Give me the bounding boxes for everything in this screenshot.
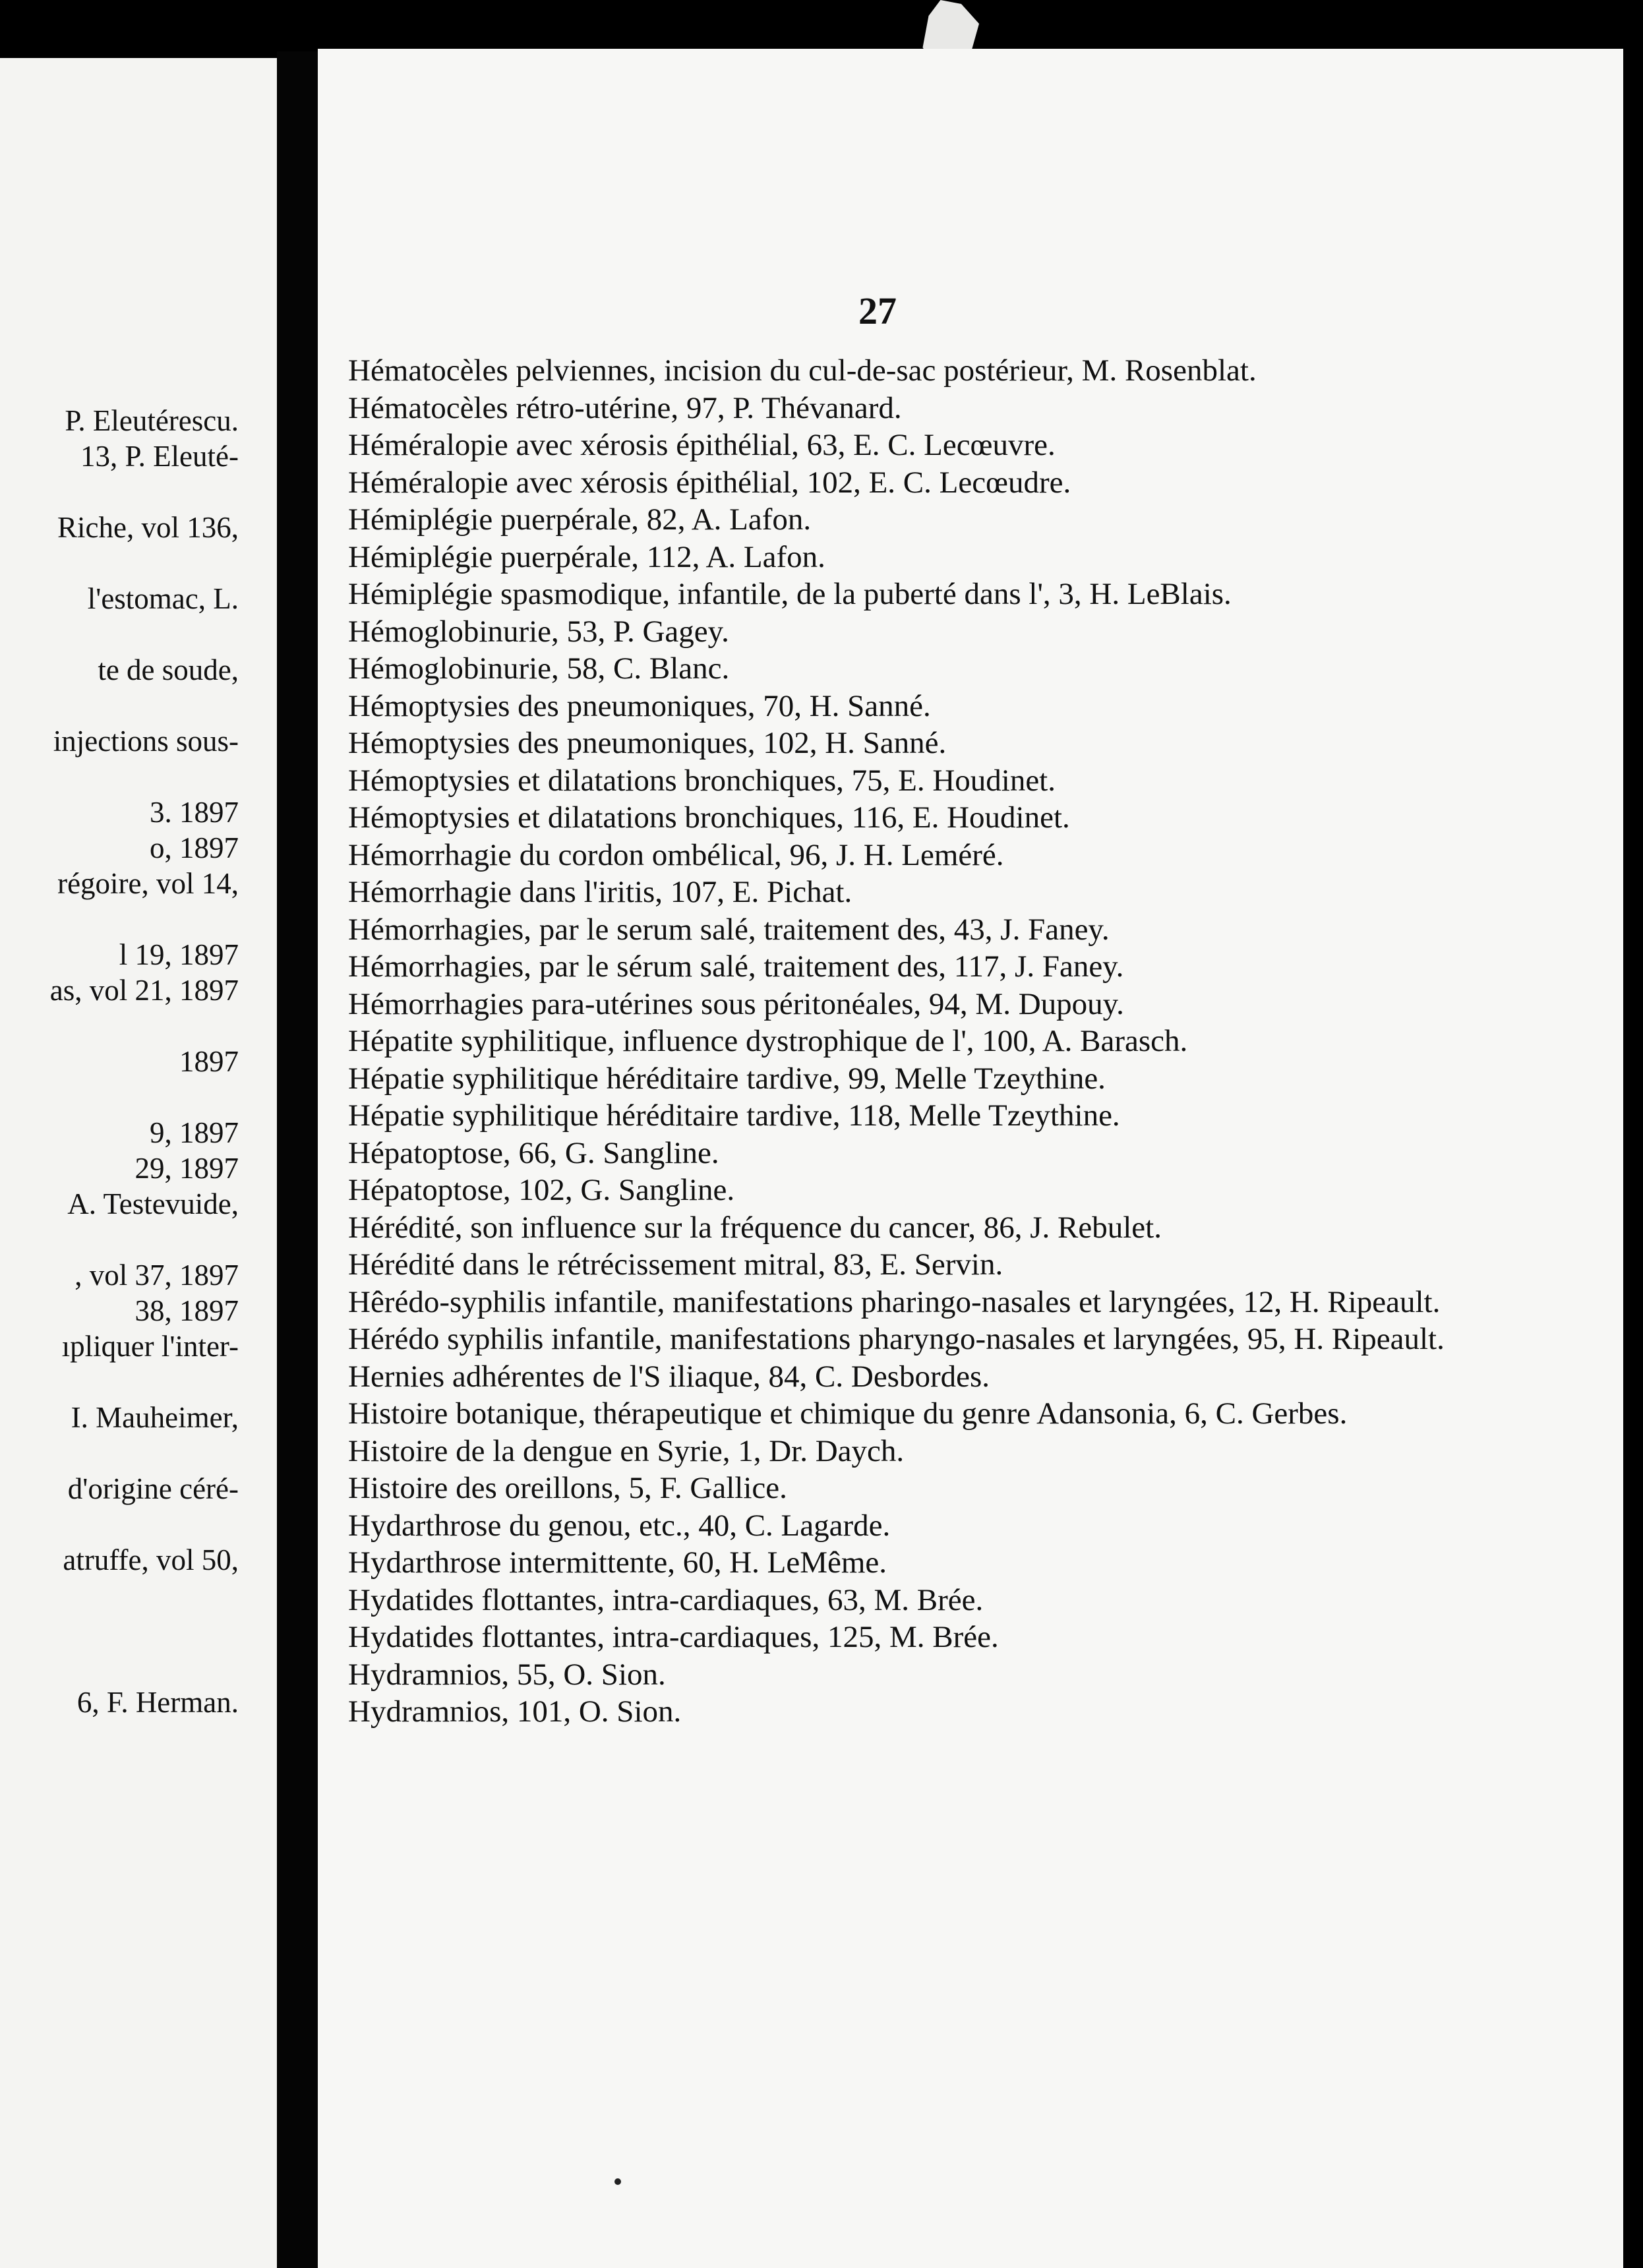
index-entry: Héméralopie avec xérosis épithélial, 63, E. C. Lecœuvre. xyxy=(348,428,1056,462)
left-page-line: 29, 1897 xyxy=(134,1152,239,1185)
index-entry: Hérédité dans le rétrécissement mitral, 83, E. Servin. xyxy=(348,1247,1003,1282)
index-entry: Hydramnios, 55, O. Sion. xyxy=(348,1657,666,1692)
left-page-line: régoire, vol 14, xyxy=(57,867,239,900)
index-entry: Hémoptysies et dilatations bronchiques, 75, E. Houdinet. xyxy=(348,763,1056,798)
index-entry: Hémoptysies des pneumoniques, 70, H. Sanné. xyxy=(348,688,931,723)
index-entry: Hérédité, son influence sur la fréquence du cancer, 86, J. Rebulet. xyxy=(348,1210,1162,1245)
index-entry: Hêrédo-syphilis infantile, manifestations pharingo-nasales et laryngées, 12, H. Ripeault. xyxy=(348,1284,1441,1319)
left-page-line: 38, 1897 xyxy=(134,1294,239,1327)
index-entry: Hépatoptose, 66, G. Sangline. xyxy=(348,1135,719,1170)
left-page-line: as, vol 21, 1897 xyxy=(49,974,239,1007)
index-entry: Hémoptysies et dilatations bronchiques, 116, E. Houdinet. xyxy=(348,800,1070,835)
index-entry: Héméralopie avec xérosis épithélial, 102, E. C. Lecœudre. xyxy=(348,465,1071,500)
left-page-line: 1897 xyxy=(179,1045,239,1078)
index-entry: Histoire des oreillons, 5, F. Gallice. xyxy=(348,1471,787,1505)
index-entry: Hématocèles rétro-utérine, 97, P. Thévanard. xyxy=(348,390,902,425)
index-entry: Hémiplégie spasmodique, infantile, de la puberté dans l', 3, H. LeBlais. xyxy=(348,577,1232,611)
index-entry: Hydatides flottantes, intra-cardiaques, 125, M. Brée. xyxy=(348,1620,999,1654)
left-page-line: , vol 37, 1897 xyxy=(75,1259,239,1292)
left-page-line: I. Mauheimer, xyxy=(71,1401,239,1434)
index-entry: Hernies adhérentes de l'S iliaque, 84, C. Desbordes. xyxy=(348,1359,990,1394)
index-entry: Hémiplégie puerpérale, 112, A. Lafon. xyxy=(348,539,825,574)
index-entries xyxy=(348,352,1469,1731)
left-page-line: ıpliquer l'inter- xyxy=(61,1330,239,1363)
left-page-line: l'estomac, L. xyxy=(87,582,239,615)
index-entry: Histoire de la dengue en Syrie, 1, Dr. Daych. xyxy=(348,1433,905,1468)
index-page xyxy=(318,49,1623,2268)
left-page-line: atruffe, vol 50, xyxy=(63,1543,239,1576)
left-page-line: 6, F. Herman. xyxy=(76,1686,239,1719)
ink-dot xyxy=(614,2178,621,2185)
left-page-line: 13, P. Eleuté- xyxy=(80,440,239,473)
index-entry: Hémorrhagie du cordon ombélical, 96, J. H. Leméré. xyxy=(348,837,1004,872)
index-entry: Hydatides flottantes, intra-cardiaques, 63, M. Brée. xyxy=(348,1582,984,1617)
index-entry: Hémorrhagies, par le sérum salé, traitement des, 117, J. Faney. xyxy=(348,949,1124,984)
index-entry: Hémorrhagie dans l'iritis, 107, E. Pichat. xyxy=(348,875,852,909)
index-entry: Hydramnios, 101, O. Sion. xyxy=(348,1694,682,1729)
index-entry: Hépatoptose, 102, G. Sangline. xyxy=(348,1173,735,1207)
index-entry: Hémiplégie puerpérale, 82, A. Lafon. xyxy=(348,502,812,537)
index-entry: Hémorrhagies para-utérines sous péritonéales, 94, M. Dupouy. xyxy=(348,986,1124,1021)
left-page-line: injections sous- xyxy=(53,725,239,758)
index-entry: Hydarthrose du genou, etc., 40, C. Lagarde. xyxy=(348,1508,891,1543)
page-number: 27 xyxy=(858,289,897,332)
left-page-line: Riche, vol 136, xyxy=(57,511,239,544)
index-entry: Hépatie syphilitique héréditaire tardive, 118, Melle Tzeythine. xyxy=(348,1098,1120,1133)
left-page-line: A. Testevuide, xyxy=(67,1187,239,1220)
left-page-line: te de soude, xyxy=(98,653,239,686)
index-entry: Hémorrhagies, par le serum salé, traitement des, 43, J. Faney. xyxy=(348,912,1110,947)
left-page-line: 3. 1897 xyxy=(150,796,239,829)
index-entry: Hémoptysies des pneumoniques, 102, H. Sanné. xyxy=(348,726,947,760)
left-facing-page xyxy=(0,58,277,2268)
index-entry: Hémoglobinurie, 53, P. Gagey. xyxy=(348,614,729,649)
left-page-line: P. Eleutérescu. xyxy=(65,404,239,437)
index-entry: Hépatite syphilitique, influence dystrophique de l', 100, A. Barasch. xyxy=(348,1024,1188,1058)
left-page-line: l 19, 1897 xyxy=(119,938,239,971)
index-entry: Hérédo syphilis infantile, manifestations pharyngo-nasales et laryngées, 95, H. Ripeault. xyxy=(348,1322,1445,1356)
index-entry: Hydarthrose intermittente, 60, H. LeMême. xyxy=(348,1545,887,1580)
index-entry: Hématocèles pelviennes, incision du cul-de-sac postérieur, M. Rosenblat. xyxy=(348,353,1257,388)
binding-gutter xyxy=(277,51,318,2268)
index-entry: Histoire botanique, thérapeutique et chimique du genre Adansonia, 6, C. Gerbes. xyxy=(348,1396,1348,1431)
index-entry: Hémoglobinurie, 58, C. Blanc. xyxy=(348,651,730,686)
index-entry: Hépatie syphilitique héréditaire tardive, 99, Melle Tzeythine. xyxy=(348,1061,1106,1096)
left-page-line: d'origine céré- xyxy=(67,1472,239,1505)
left-page-line: o, 1897 xyxy=(150,831,239,864)
left-page-line: 9, 1897 xyxy=(150,1116,239,1149)
